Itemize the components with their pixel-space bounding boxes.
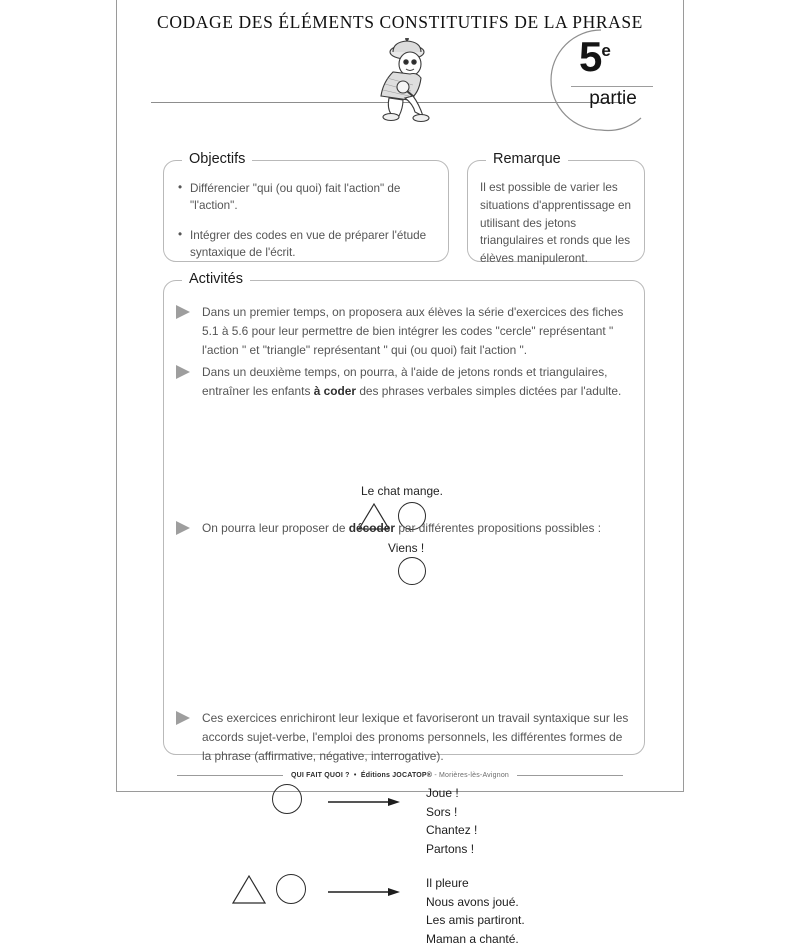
activity-text — [176, 519, 632, 538]
remarque-panel — [467, 151, 645, 266]
list-item: Partons ! — [426, 841, 475, 856]
part-number: 5e — [579, 33, 611, 80]
circle-shape — [398, 557, 426, 585]
footer-divider-right — [517, 775, 623, 776]
activity-text: Dans un premier temps, on proposera aux élèves la série d'exercices des fiches 5.1 à 5.6 pour leur permettre de bien intégrer les codes "cercle" représentant " l'action " et "triangle" représentant " qui (ou quoi) fait l'action ". — [202, 305, 624, 357]
document-page — [116, 0, 684, 946]
list-item: Les amis partiront. — [426, 913, 525, 928]
activity-text-a: Dans un deuxième temps, on pourra, à l'aide de jetons ronds et triangulaires, entraîner les enfants — [202, 365, 608, 398]
list-item: • Différencier "qui (ou quoi) fait l'action" de "l'action". — [178, 181, 438, 215]
activity-text: Ces exercices enrichiront leur lexique et favoriseront un travail syntaxique sur les accords sujet-verbe, l'emploi des pronoms personnels, les différentes formes de la phrase (affirmative, négative, interrogative). — [202, 711, 629, 763]
answers-list-a — [426, 784, 477, 858]
triangle-bullet-icon — [176, 521, 190, 535]
activity-text-emphasis: à coder — [313, 383, 357, 398]
footer-separator: • — [353, 772, 357, 779]
list-item: Nous avons joué. — [426, 894, 519, 909]
activity-text-b: par différentes propositions possibles : — [395, 521, 602, 535]
remarque-text: Il est possible de varier les situations d'apprentissage en utilisant des jetons triangulaires et ronds que les élèves manipuleront. — [480, 181, 632, 266]
objectifs-panel — [163, 151, 449, 262]
footer-location: - Morières-lès-Avignon — [434, 772, 510, 779]
list-item: • Intégrer des codes en vue de préparer l'étude syntaxique de l'écrit. — [178, 228, 438, 262]
arrow-right-icon — [328, 794, 400, 804]
page-title: CODAGE DES ÉLÉMENTS CONSTITUTIFS DE LA PHRASE — [157, 12, 643, 32]
list-item: Sors ! — [426, 804, 458, 819]
activity-text-b: des phrases verbales simples dictées par l'adulte. — [356, 383, 622, 398]
circle-shape — [276, 874, 306, 904]
triangle-shape — [232, 874, 266, 904]
activity-text-a: On pourra leur proposer de — [202, 521, 349, 535]
list-item: Joue ! — [426, 786, 459, 800]
answers-list-b — [426, 874, 525, 948]
activity-text-emphasis: décoder — [348, 521, 396, 535]
page-header — [117, 0, 683, 138]
triangle-bullet-icon — [176, 365, 190, 379]
triangle-bullet-icon — [176, 711, 190, 725]
footer-publisher: Éditions JOCATOP® — [360, 772, 433, 779]
list-item: Il pleure — [426, 876, 469, 890]
activity-item-4 — [176, 709, 632, 765]
example-caption-chat: Le chat mange. — [361, 484, 443, 498]
remarque-title: Remarque — [486, 151, 568, 167]
detective-mascot-icon — [369, 38, 441, 124]
footer-text — [291, 772, 509, 779]
activity-text — [176, 363, 632, 401]
objectifs-title: Objectifs — [182, 151, 252, 167]
list-item: Chantez ! — [426, 823, 478, 838]
activity-item-1 — [176, 303, 632, 359]
arrow-right-icon — [328, 884, 400, 894]
page-footer — [117, 772, 683, 779]
footer-divider-left — [177, 775, 283, 776]
part-badge — [549, 26, 661, 134]
objectifs-list — [178, 181, 438, 275]
example-caption-viens: Viens ! — [388, 541, 425, 555]
part-divider — [571, 86, 653, 87]
activites-title: Activités — [182, 271, 250, 287]
circle-shape — [272, 784, 302, 814]
list-item: Maman a chanté. — [426, 931, 519, 946]
part-label: partie — [589, 88, 637, 109]
footer-brand: QUI FAIT QUOI ? — [290, 772, 350, 779]
triangle-bullet-icon — [176, 305, 190, 319]
